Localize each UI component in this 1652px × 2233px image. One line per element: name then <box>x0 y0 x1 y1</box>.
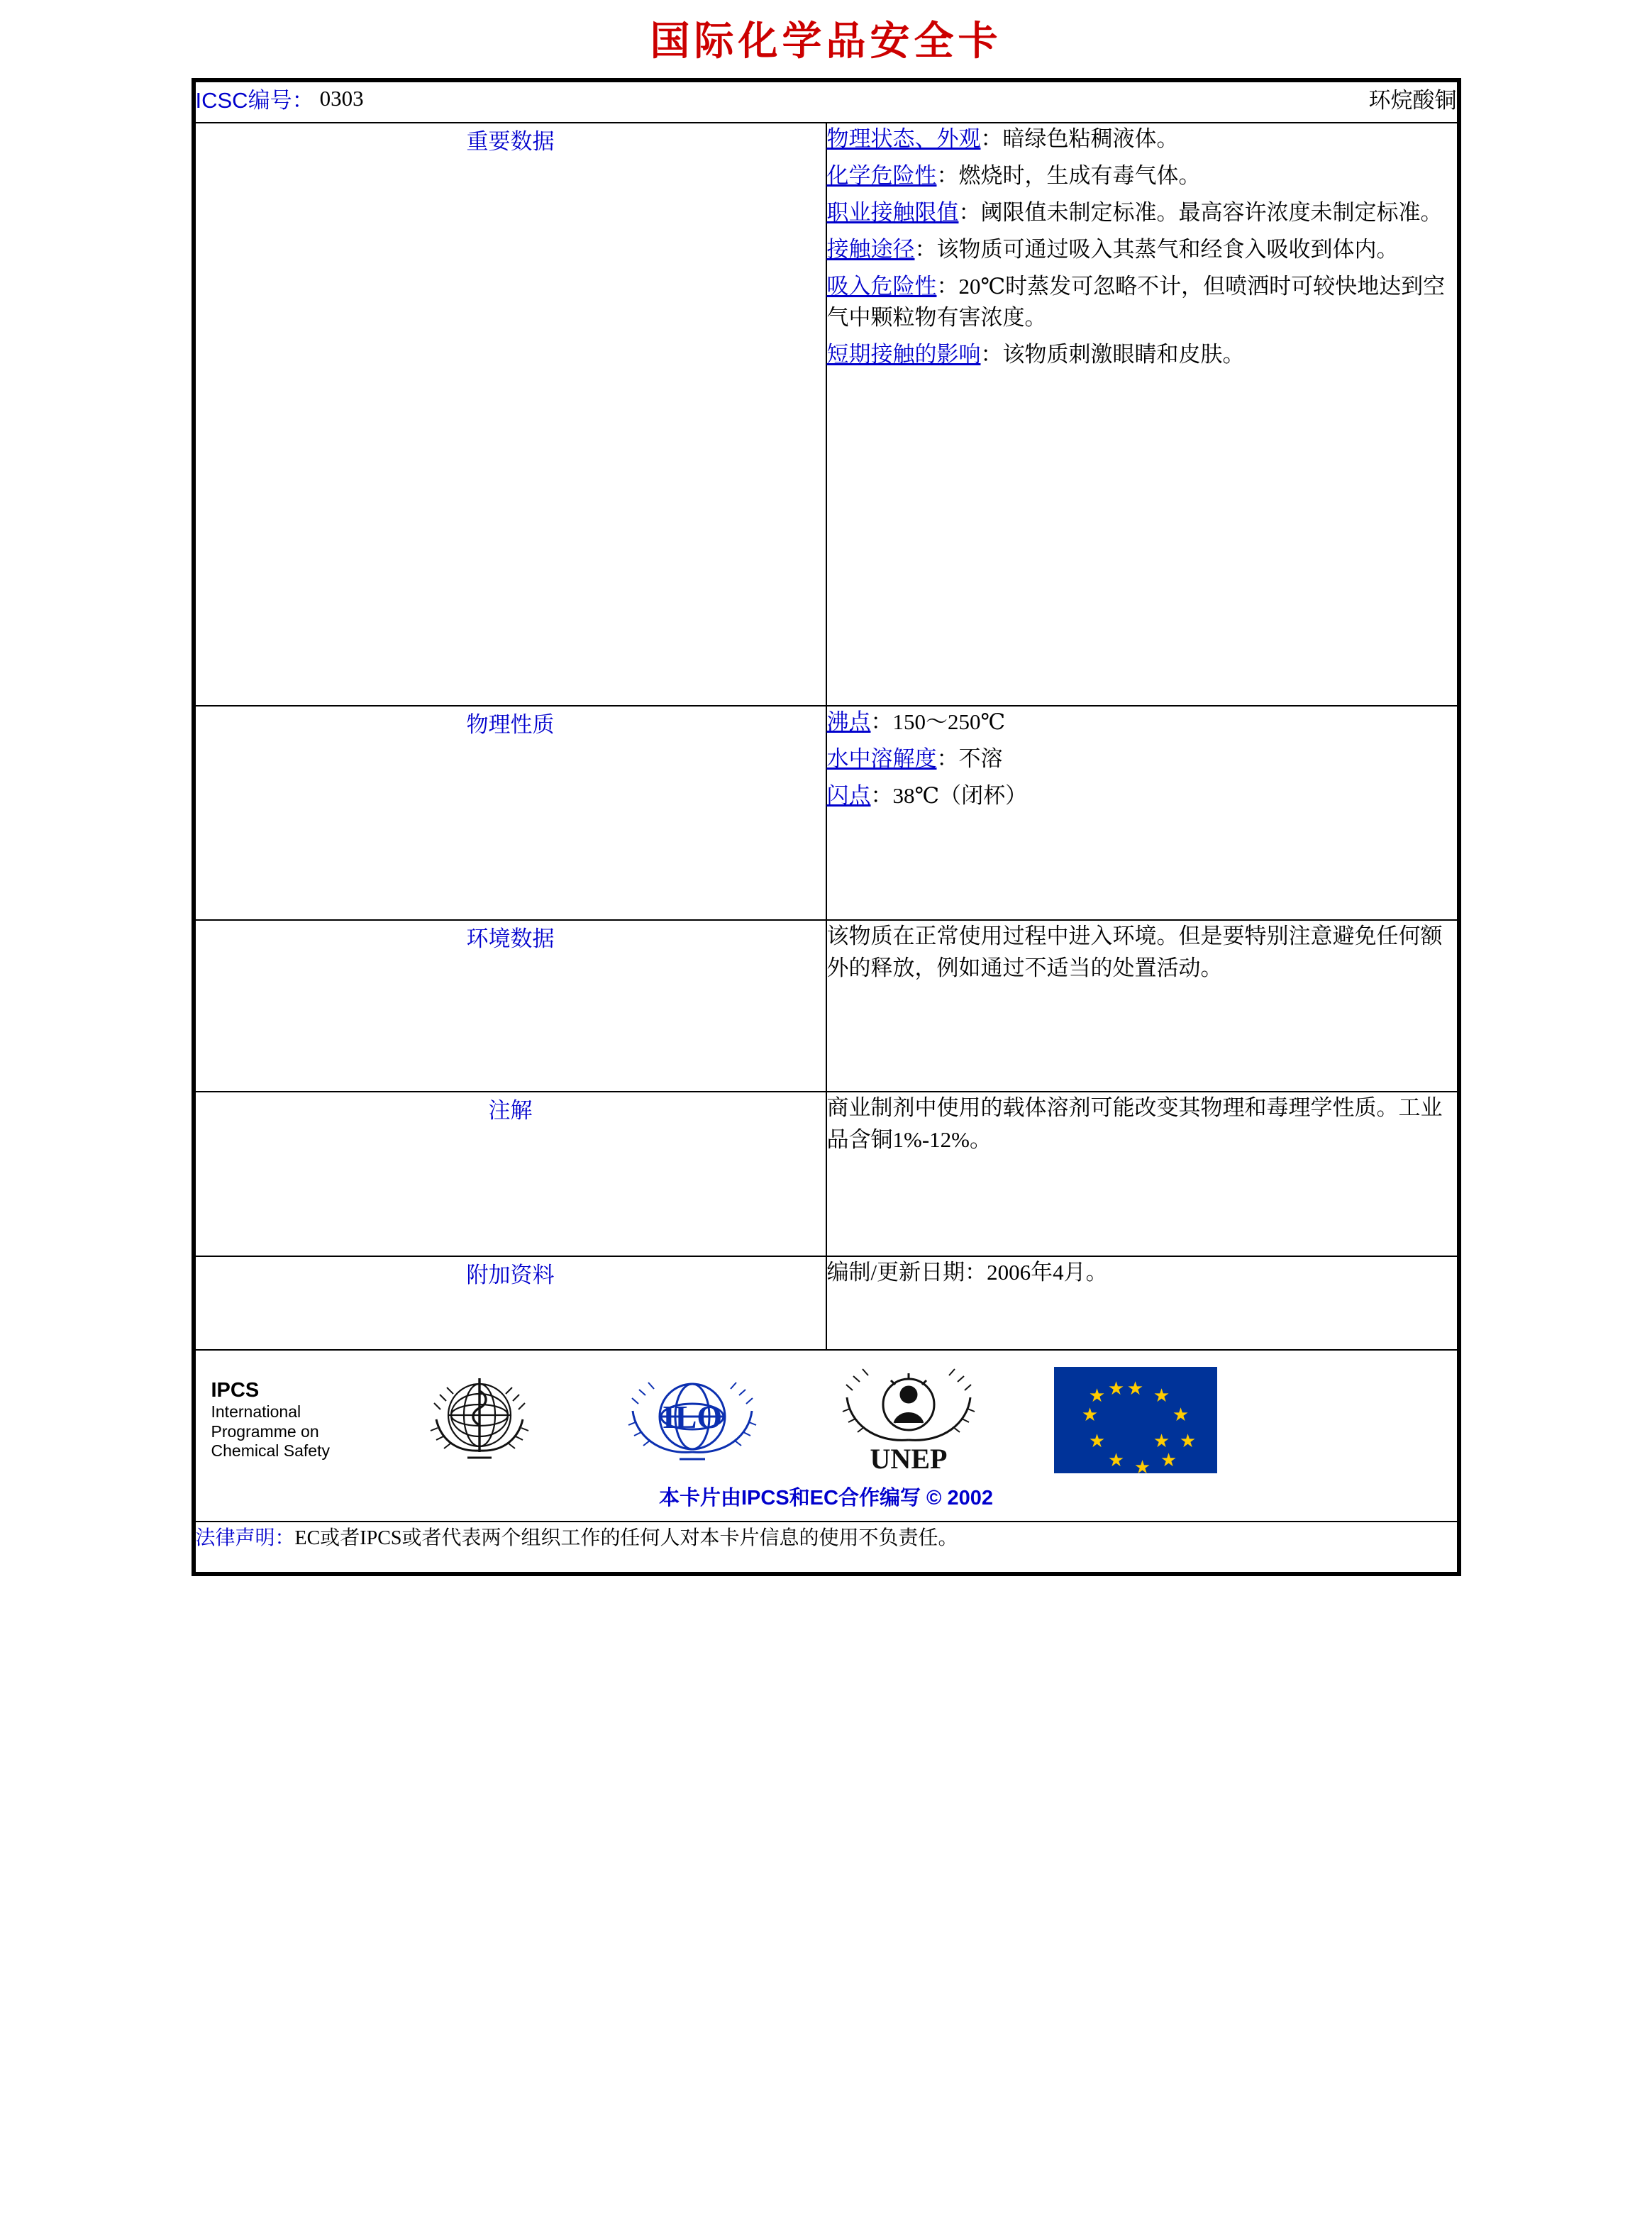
data-value: 燃烧时，生成有毒气体。 <box>958 163 1201 189</box>
content-important-data <box>826 123 1458 706</box>
ipcs-line-3: Chemical Safety <box>211 1441 330 1460</box>
data-line <box>827 743 1457 775</box>
footer-cell <box>195 1350 1458 1522</box>
label-notes: 注解 <box>195 1092 826 1256</box>
content-physical-properties <box>826 706 1458 920</box>
row-legal <box>195 1522 1458 1573</box>
content-notes <box>826 1092 1458 1256</box>
content-environmental-data <box>826 920 1458 1092</box>
data-sep: ： <box>980 126 1003 151</box>
data-value: 不溶 <box>958 746 1003 772</box>
legal-text: EC或者IPCS或者代表两个组织工作的任何人对本卡片信息的使用不负责任。 <box>294 1527 958 1549</box>
data-value: 该物质可通过吸入其蒸气和经食入吸收到体内。 <box>936 237 1399 262</box>
data-value: 38℃（闭杯） <box>892 783 1028 809</box>
row-additional-info <box>195 1256 1458 1350</box>
who-logo <box>373 1367 586 1473</box>
data-line <box>827 271 1457 333</box>
data-key: 职业接触限值 <box>826 200 959 226</box>
row-important-data <box>195 123 1458 706</box>
icsc-label: ICSC编号： <box>195 88 314 113</box>
environmental-data-text: 该物质在正常使用过程中进入环境。但是要特别注意避免任何额外的释放，例如通过不适当的处置活动。 <box>826 924 1443 980</box>
label-important-data: 重要数据 <box>195 123 826 706</box>
data-sep: ： <box>936 274 959 299</box>
data-value: 阈限值未制定标准。最高容许浓度未制定标准。 <box>980 200 1443 226</box>
ilo-logo <box>586 1367 799 1473</box>
icsc-number: 0303 <box>319 85 364 111</box>
eu-flag <box>1019 1367 1253 1478</box>
label-physical-properties: 物理性质 <box>195 706 826 920</box>
ipcs-line-1: International <box>211 1402 301 1422</box>
eu-flag-field: ★ ★ ★ ★ ★ ★ ★ ★ ★ ★ ★ ★ <box>1054 1367 1217 1473</box>
svg-text:ILO: ILO <box>662 1398 722 1435</box>
data-key: 闪点 <box>826 783 871 809</box>
data-value: 20℃时蒸发可忽略不计，但喷洒时可较快地达到空气中颗粒物有害浓度。 <box>826 274 1446 331</box>
data-key: 物理状态、外观 <box>826 126 981 151</box>
label-environmental-data: 环境数据 <box>195 920 826 1092</box>
ipcs-abbr: IPCS <box>211 1379 260 1402</box>
data-line <box>827 780 1457 811</box>
row-physical-properties <box>195 706 1458 920</box>
data-line <box>827 197 1457 228</box>
data-sep: ： <box>870 709 893 734</box>
unep-wordmark: UNEP <box>870 1442 947 1475</box>
notes-text: 商业制剂中使用的载体溶剂可能改变其物理和毒理学性质。工业品含铜1%-12%。 <box>826 1095 1443 1152</box>
card-header-cell <box>195 82 1458 123</box>
chemical-name: 环烷酸铜 <box>1368 88 1457 113</box>
data-key: 吸入危险性 <box>826 274 937 299</box>
data-key: 短期接触的影响 <box>826 342 981 367</box>
data-key: 化学危险性 <box>826 163 937 189</box>
legal-label: 法律声明： <box>195 1526 295 1548</box>
icsc-card <box>192 78 1461 1576</box>
card-table <box>194 81 1458 1573</box>
data-line <box>827 160 1457 192</box>
unep-logo <box>799 1363 1019 1477</box>
data-line <box>827 123 1457 155</box>
row-environmental-data <box>195 920 1458 1092</box>
additional-info-text: 编制/更新日期：2006年4月。 <box>826 1260 1108 1285</box>
footer-copyright: © 2002 <box>926 1487 993 1509</box>
data-key: 接触途径 <box>826 237 915 262</box>
footer-logos-row <box>196 1351 1457 1482</box>
ipcs-line-2: Programme on <box>211 1422 319 1441</box>
data-sep: ： <box>958 200 981 226</box>
page-title: 国际化学品安全卡 <box>650 20 1002 64</box>
data-sep: ： <box>980 342 1003 367</box>
card-header-row <box>195 82 1458 123</box>
row-footer-logos <box>195 1350 1458 1522</box>
legal-cell <box>195 1522 1458 1573</box>
data-key: 水中溶解度 <box>826 746 937 772</box>
content-additional-info <box>826 1256 1458 1350</box>
data-value: 该物质刺激眼睛和皮肤。 <box>1002 342 1245 367</box>
data-sep: ： <box>870 783 893 809</box>
row-notes <box>195 1092 1458 1256</box>
data-sep: ： <box>914 237 937 262</box>
footer-credit-row <box>196 1482 1457 1518</box>
data-value: 150～250℃ <box>892 709 1006 734</box>
data-line <box>827 707 1457 738</box>
data-line <box>827 339 1457 370</box>
ipcs-block <box>196 1379 373 1461</box>
label-additional-info: 附加资料 <box>195 1256 826 1350</box>
data-sep: ： <box>936 746 959 772</box>
data-sep: ： <box>936 163 959 189</box>
data-key: 沸点 <box>826 709 871 734</box>
data-value: 暗绿色粘稠液体。 <box>1002 126 1179 151</box>
footer-credit-text: 本卡片由IPCS和EC合作编写 <box>659 1487 921 1509</box>
data-line <box>827 234 1457 265</box>
